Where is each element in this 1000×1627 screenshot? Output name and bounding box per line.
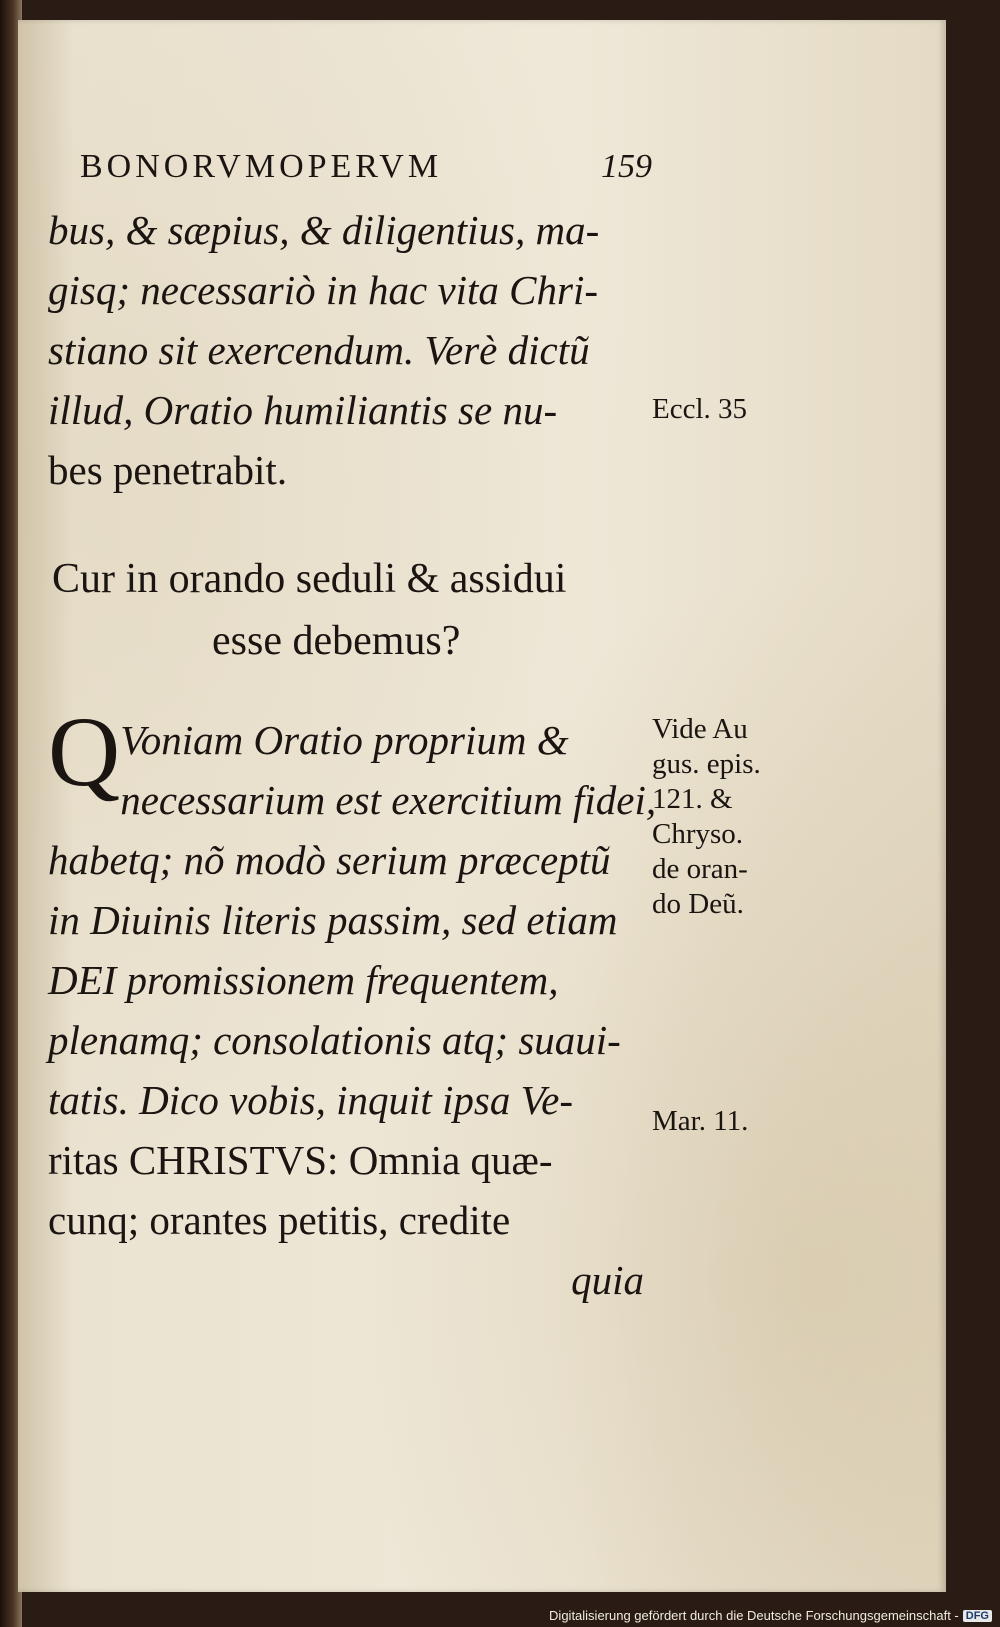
running-title: BONORVMOPERVM [80, 148, 443, 185]
margin-note-line: gus. epis. [652, 748, 761, 780]
section-heading [52, 548, 652, 672]
text-line: bus, & sæpius, & diligentius, ma- [48, 207, 600, 253]
text-line: Voniam Oratio proprium & [120, 717, 569, 763]
text-line: gisq; necessariò in hac vita Chri- [48, 267, 599, 313]
heading-line-1: Cur in orando seduli & assidui [52, 556, 567, 602]
margin-note-mark: Mar. 11. [652, 1105, 749, 1137]
text-line: bes penetrabit. [48, 447, 288, 493]
text-block-1 [48, 200, 668, 500]
text-line: tatis. Dico vobis, inquit ipsa Ve- [48, 1077, 573, 1123]
digitization-footer [549, 1608, 992, 1623]
text-block-2 [48, 696, 668, 1310]
page-number: 159 [601, 148, 652, 185]
footer-text: Digitalisierung gefördert durch die Deutsche Forschungsgemeinschaft - [549, 1608, 959, 1623]
text-line: habetq; nõ modò serium præceptũ [48, 837, 611, 883]
catchword: quia [571, 1257, 644, 1303]
text-line: necessarium est exercitium fidei, [120, 777, 657, 823]
text-line: illud, Oratio humiliantis se nu- [48, 387, 558, 433]
text-line: DEI promissionem frequentem, [48, 957, 559, 1003]
margin-note-line: do Deũ. [652, 888, 744, 920]
text-line: stiano sit exercendum. Verè dictũ [48, 327, 590, 373]
text-line: ritas CHRISTVS: Omnia quæ- [48, 1137, 553, 1183]
margin-note-line: de oran- [652, 853, 748, 885]
margin-note-line: Chryso. [652, 818, 744, 850]
dfg-logo: DFG [963, 1610, 992, 1622]
margin-note-augustine [652, 712, 761, 922]
text-line: plenamq; consolationis atq; suaui- [48, 1017, 621, 1063]
margin-note-line: Vide Au [652, 713, 748, 745]
margin-note-line: 121. & [652, 783, 733, 815]
book-page [18, 20, 946, 1592]
heading-line-2: esse debemus? [212, 618, 461, 664]
text-line: in Diuinis literis passim, sed etiam [48, 897, 618, 943]
drop-cap: Q [48, 696, 121, 807]
running-header [80, 148, 652, 186]
text-line: cunq; orantes petitis, credite [48, 1197, 511, 1243]
margin-note-eccl: Eccl. 35 [652, 393, 748, 425]
